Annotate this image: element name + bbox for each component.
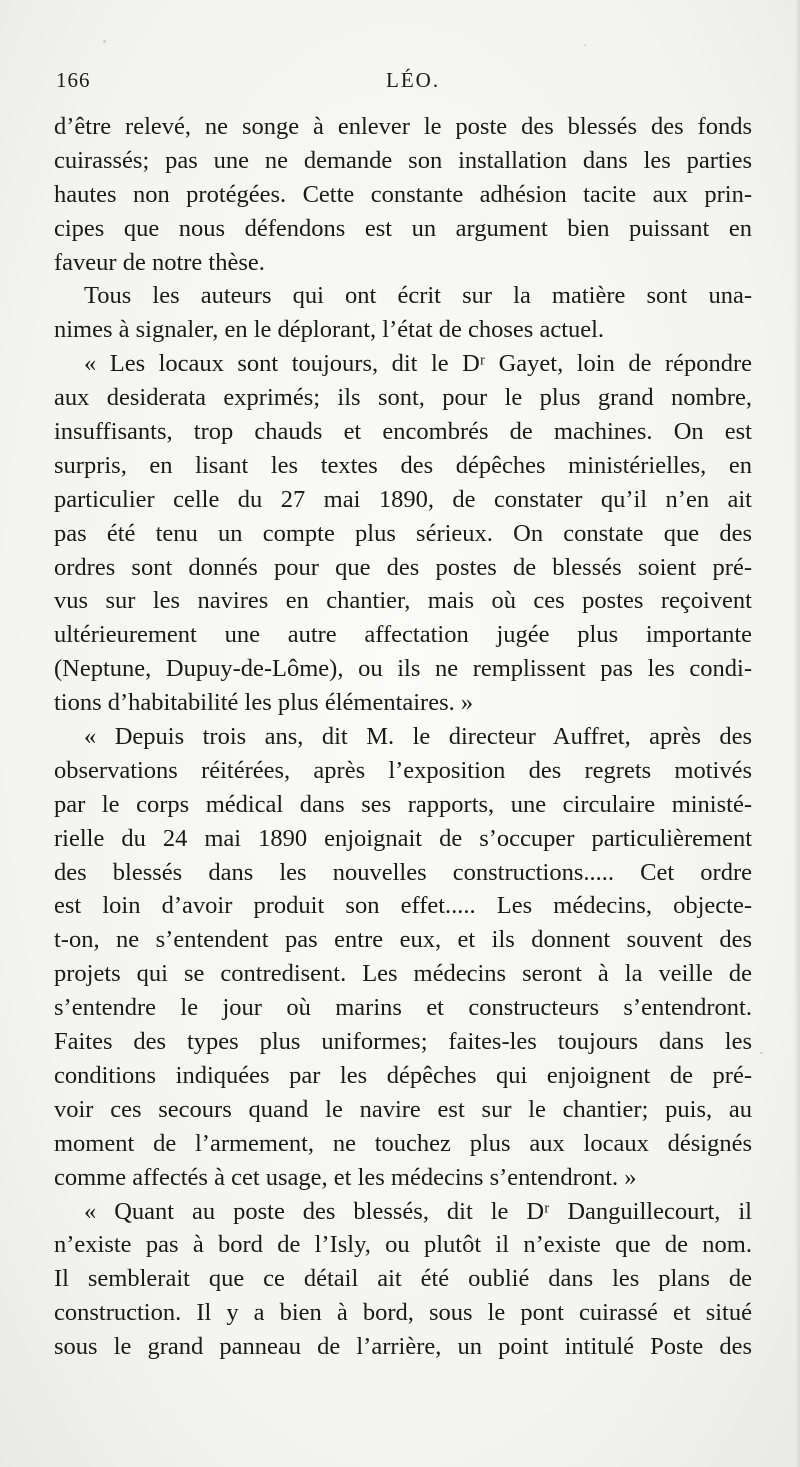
text-line: aux desiderata exprimés; ils sont, pour le plus grand nombre, bbox=[54, 384, 752, 412]
text-line: faveur de notre thèse. bbox=[54, 248, 265, 276]
text-line: n’existe pas à bord de l’Isly, ou plutôt il n’existe que de nom. bbox=[54, 1231, 752, 1259]
text-line: conditions indiquées par les dépêches qui enjoignent de pré- bbox=[54, 1061, 752, 1089]
text-line: sous le grand panneau de l’arrière, un point intitulé Poste des bbox=[54, 1333, 752, 1361]
text-line: cuirassés; pas une ne demande son installation dans les parties bbox=[54, 146, 752, 174]
text-line: « Depuis trois ans, dit M. le directeur Auffret, après des bbox=[84, 723, 752, 751]
text-line: comme affectés à cet usage, et les médecins s’entendront. » bbox=[54, 1163, 637, 1191]
page-edge bbox=[794, 0, 800, 1467]
text-line: par le corps médical dans ses rapports, une circulaire ministé- bbox=[54, 790, 752, 818]
text-line: observations réitérées, après l’exposition des regrets motivés bbox=[54, 756, 752, 784]
text-line: construction. Il y a bien à bord, sous le pont cuirassé et situé bbox=[54, 1299, 752, 1327]
text-line: vus sur les navires en chantier, mais où ces postes reçoivent bbox=[54, 587, 752, 615]
text-line: voir ces secours quand le navire est sur le chantier; puis, au bbox=[54, 1095, 752, 1123]
body-text bbox=[54, 110, 752, 1364]
text-line: surpris, en lisant les textes des dépêches ministérielles, en bbox=[54, 451, 752, 479]
text-line: « Les locaux sont toujours, dit le Dʳ Gayet, loin de répondre bbox=[84, 350, 752, 378]
text-line: Il semblerait que ce détail ait été oublié dans les plans de bbox=[54, 1265, 752, 1293]
text-line: moment de l’armement, ne touchez plus aux locaux désignés bbox=[54, 1129, 752, 1157]
paper-speck bbox=[103, 40, 106, 43]
text-line: nimes à signaler, en le déplorant, l’état de choses actuel. bbox=[54, 316, 605, 344]
paper-speck bbox=[760, 1052, 763, 1054]
text-line: Tous les auteurs qui ont écrit sur la matière sont una- bbox=[84, 282, 752, 310]
text-line: hautes non protégées. Cette constante adhésion tacite aux prin- bbox=[54, 180, 752, 208]
text-line: insuffisants, trop chauds et encombrés de machines. On est bbox=[54, 418, 752, 446]
text-line: des blessés dans les nouvelles constructions..... Cet ordre bbox=[54, 858, 752, 886]
text-line: (Neptune, Dupuy-de-Lôme), ou ils ne remplissent pas les condi- bbox=[54, 655, 752, 683]
text-line: « Quant au poste des blessés, dit le Dʳ Danguillecourt, il bbox=[84, 1197, 752, 1225]
text-line: d’être relevé, ne songe à enlever le poste des blessés des fonds bbox=[54, 113, 752, 140]
text-line: rielle du 24 mai 1890 enjoignait de s’occuper particulièrement bbox=[54, 824, 752, 852]
text-line: cipes que nous défendons est un argument bien puissant en bbox=[54, 214, 752, 242]
text-line: ordres sont donnés pour que des postes de blessés soient pré- bbox=[54, 553, 752, 581]
text-line: pas été tenu un compte plus sérieux. On constate que des bbox=[54, 519, 752, 547]
text-line: s’entendre le jour où marins et constructeurs s’entendront. bbox=[54, 994, 752, 1022]
running-head bbox=[56, 68, 756, 98]
text-line: particulier celle du 27 mai 1890, de constater qu’il n’en ait bbox=[54, 485, 752, 513]
text-line: t-on, ne s’entendent pas entre eux, et ils donnent souvent des bbox=[54, 926, 752, 954]
text-line: ultérieurement une autre affectation jugée plus importante bbox=[54, 621, 752, 649]
text-line: projets qui se contredisent. Les médecins seront à la veille de bbox=[54, 960, 752, 988]
paper-speck bbox=[584, 44, 586, 46]
page-number: 166 bbox=[56, 68, 91, 92]
running-title: LÉO. bbox=[386, 68, 441, 92]
text-line: est loin d’avoir produit son effet..... Les médecins, objecte- bbox=[54, 892, 752, 920]
text-line: tions d’habitabilité les plus élémentaires. » bbox=[54, 689, 474, 717]
text-line: Faites des types plus uniformes; faites-les toujours dans les bbox=[54, 1028, 752, 1056]
